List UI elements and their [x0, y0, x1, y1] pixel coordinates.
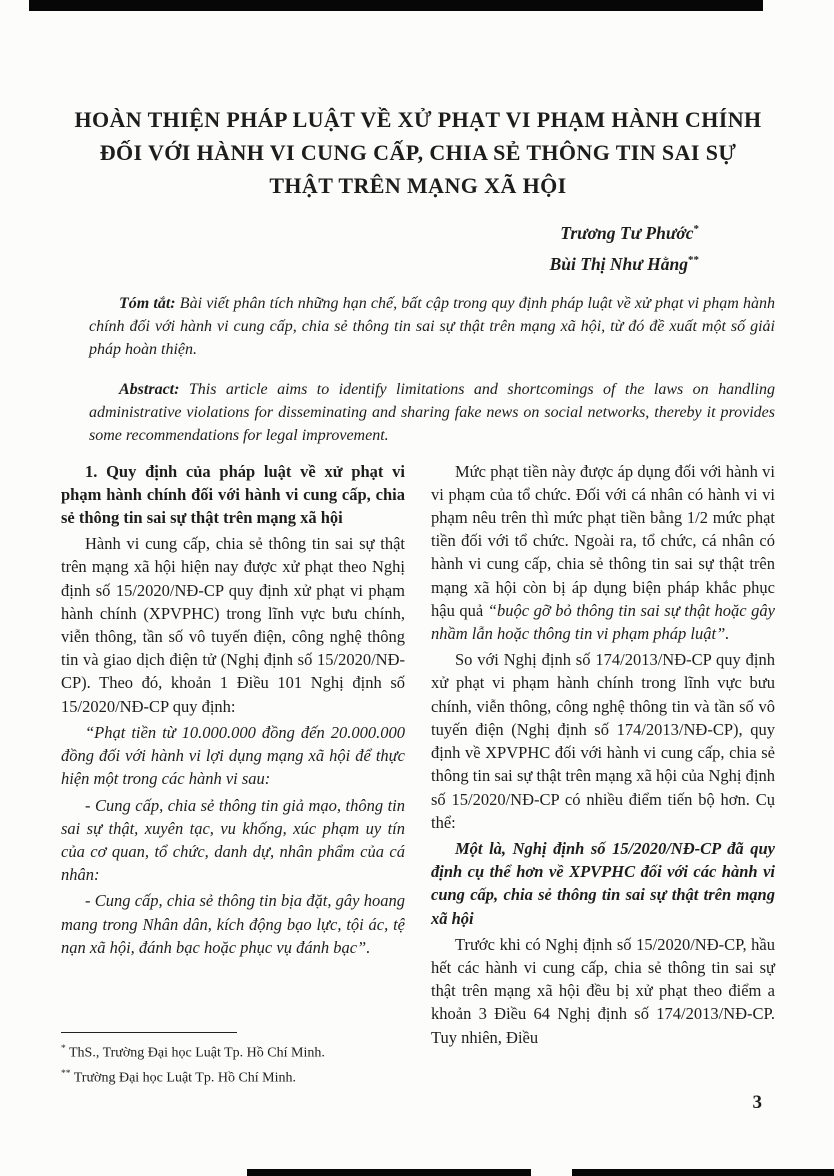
abstract-en-text: This article aims to identify limitations and shortcomings of the laws on handling administrative violations for disseminating and sharing fake news on social networks, thereby it provides some recommendations for legal improvement. — [89, 380, 775, 444]
page-number: 3 — [752, 1092, 762, 1113]
abstract-vietnamese — [89, 292, 775, 361]
footnote-1-text: ThS., Trường Đại học Luật Tp. Hồ Chí Minh. — [69, 1045, 325, 1061]
author-1 — [61, 216, 699, 247]
author-2-name: Bùi Thị Như Hằng — [549, 253, 688, 274]
footnote-separator — [61, 1032, 237, 1033]
footnotes-block — [61, 1032, 411, 1088]
article-title: HOÀN THIỆN PHÁP LUẬT VỀ XỬ PHẠT VI PHẠM HÀNH CHÍNH ĐỐI VỚI HÀNH VI CUNG CẤP, CHIA SẺ THÔNG TIN SAI SỰ THẬT TRÊN MẠNG XÃ HỘI — [74, 107, 762, 198]
left-paragraph-1: Hành vi cung cấp, chia sẻ thông tin sai sự thật trên mạng xã hội hiện nay được xử phạt theo Nghị định số 15/2020/NĐ-CP quy định xử phạt vi phạm hành chính (XPVPHC) trong lĩnh vực bưu chính, viễn thông, tần số vô tuyến điện, công nghệ thông tin và giao dịch điện tử (Nghị định số 15/2020/NĐ-CP). Theo đó, khoản 1 Điều 101 Nghị định số 15/2020/NĐ-CP quy định: — [61, 534, 405, 716]
right-paragraph-1 — [431, 460, 775, 646]
abstract-vi-label: Tóm tắt: — [119, 294, 176, 312]
footnote-1 — [61, 1039, 411, 1064]
abstract-en-label: Abstract: — [119, 380, 180, 398]
left-quote-3: - Cung cấp, chia sẻ thông tin bịa đặt, gây hoang mang trong Nhân dân, kích động bạo lực, tội ác, tệ nạn xã hội, đánh bạc hoặc phục vụ đánh bạc”. — [61, 891, 405, 957]
left-column — [61, 460, 405, 1052]
author-1-name: Trương Tư Phước — [560, 222, 694, 243]
abstract-vi-text: Bài viết phân tích những hạn chế, bất cập trong quy định pháp luật về xử phạt vi phạm hành chính đối với hành vi cung cấp, chia sẻ thông tin sai sự thật trên mạng xã hội, từ đó đề xuất một số giải pháp hoàn thiện. — [89, 294, 776, 358]
two-column-body — [61, 460, 775, 1052]
footnote-1-marker: * — [61, 1044, 66, 1054]
right-paragraph-2: So với Nghị định số 174/2013/NĐ-CP quy định xử phạt vi phạm hành chính trong lĩnh vực bưu chính, viễn thông, công nghệ thông tin và tần số vô tuyến điện (Nghị định số 174/2013/NĐ-CP), quy định về XPVPHC đối với hành vi cung cấp, chia sẻ thông tin sai sự thật trên mạng xã hội của Nghị định số 15/2020/NĐ-CP có nhiều điểm tiến bộ hơn. Cụ thể: — [431, 650, 775, 832]
left-quote-2: - Cung cấp, chia sẻ thông tin giả mạo, thông tin sai sự thật, xuyên tạc, vu khống, xúc phạm uy tín của cơ quan, tổ chức, danh dự, nhân phẩm của cá nhân: — [61, 795, 405, 885]
scan-artifact-bottom-bar-left — [247, 1169, 531, 1176]
authors-block — [61, 216, 699, 278]
footnote-2-text: Trường Đại học Luật Tp. Hồ Chí Minh. — [73, 1070, 297, 1086]
right-paragraph-4: Trước khi có Nghị định số 15/2020/NĐ-CP, hầu hết các hành vi cung cấp, chia sẻ thông tin sai sự thật trên mạng xã hội đều bị xử phạt theo điểm a khoản 3 Điều 64 Nghị định số 174/2013/NĐ-CP. Tuy nhiên, Điều — [431, 934, 775, 1047]
section-1-heading: 1. Quy định của pháp luật về xử phạt vi phạm hành chính đối với hành vi cung cấp, chia sẻ thông tin sai sự thật trên mạng xã hội — [61, 461, 405, 528]
right-column — [431, 460, 775, 1052]
footnote-2 — [61, 1064, 411, 1089]
right-paragraph-1-text: Mức phạt tiền này được áp dụng đối với hành vi vi phạm của tổ chức. Đối với cá nhân có hành vi vi phạm nêu trên thì mức phạt tiền bằng 1/2 mức phạt tiền đối với tổ chức. Ngoài ra, tổ chức, cá nhân có hành vi cung cấp, chia sẻ thông tin sai sự thật trên mạng xã hội còn bị áp dụng biện pháp khắc phục hậu quả — [431, 461, 775, 620]
footnote-2-marker: ** — [61, 1068, 71, 1079]
author-2 — [61, 247, 699, 278]
author-2-marker: ** — [688, 253, 699, 266]
abstract-english — [89, 378, 775, 447]
article-content — [61, 0, 775, 1052]
left-quote-1: “Phạt tiền từ 10.000.000 đồng đến 20.000.000 đồng đối với hành vi lợi dụng mạng xã hội để thực hiện một trong các hành vi sau: — [61, 722, 405, 789]
author-1-marker: * — [693, 223, 699, 235]
right-paragraph-1-quote: “buộc gỡ bỏ thông tin sai sự thật hoặc gây nhầm lẫn hoặc thông tin vi phạm pháp luật”. — [431, 600, 775, 644]
scan-artifact-bottom-bar-right — [572, 1169, 834, 1176]
right-paragraph-3: Một là, Nghị định số 15/2020/NĐ-CP đã quy định cụ thể hơn về XPVPHC đối với các hành vi cung cấp, chia sẻ thông tin sai sự thật trên mạng xã hội — [431, 838, 775, 928]
